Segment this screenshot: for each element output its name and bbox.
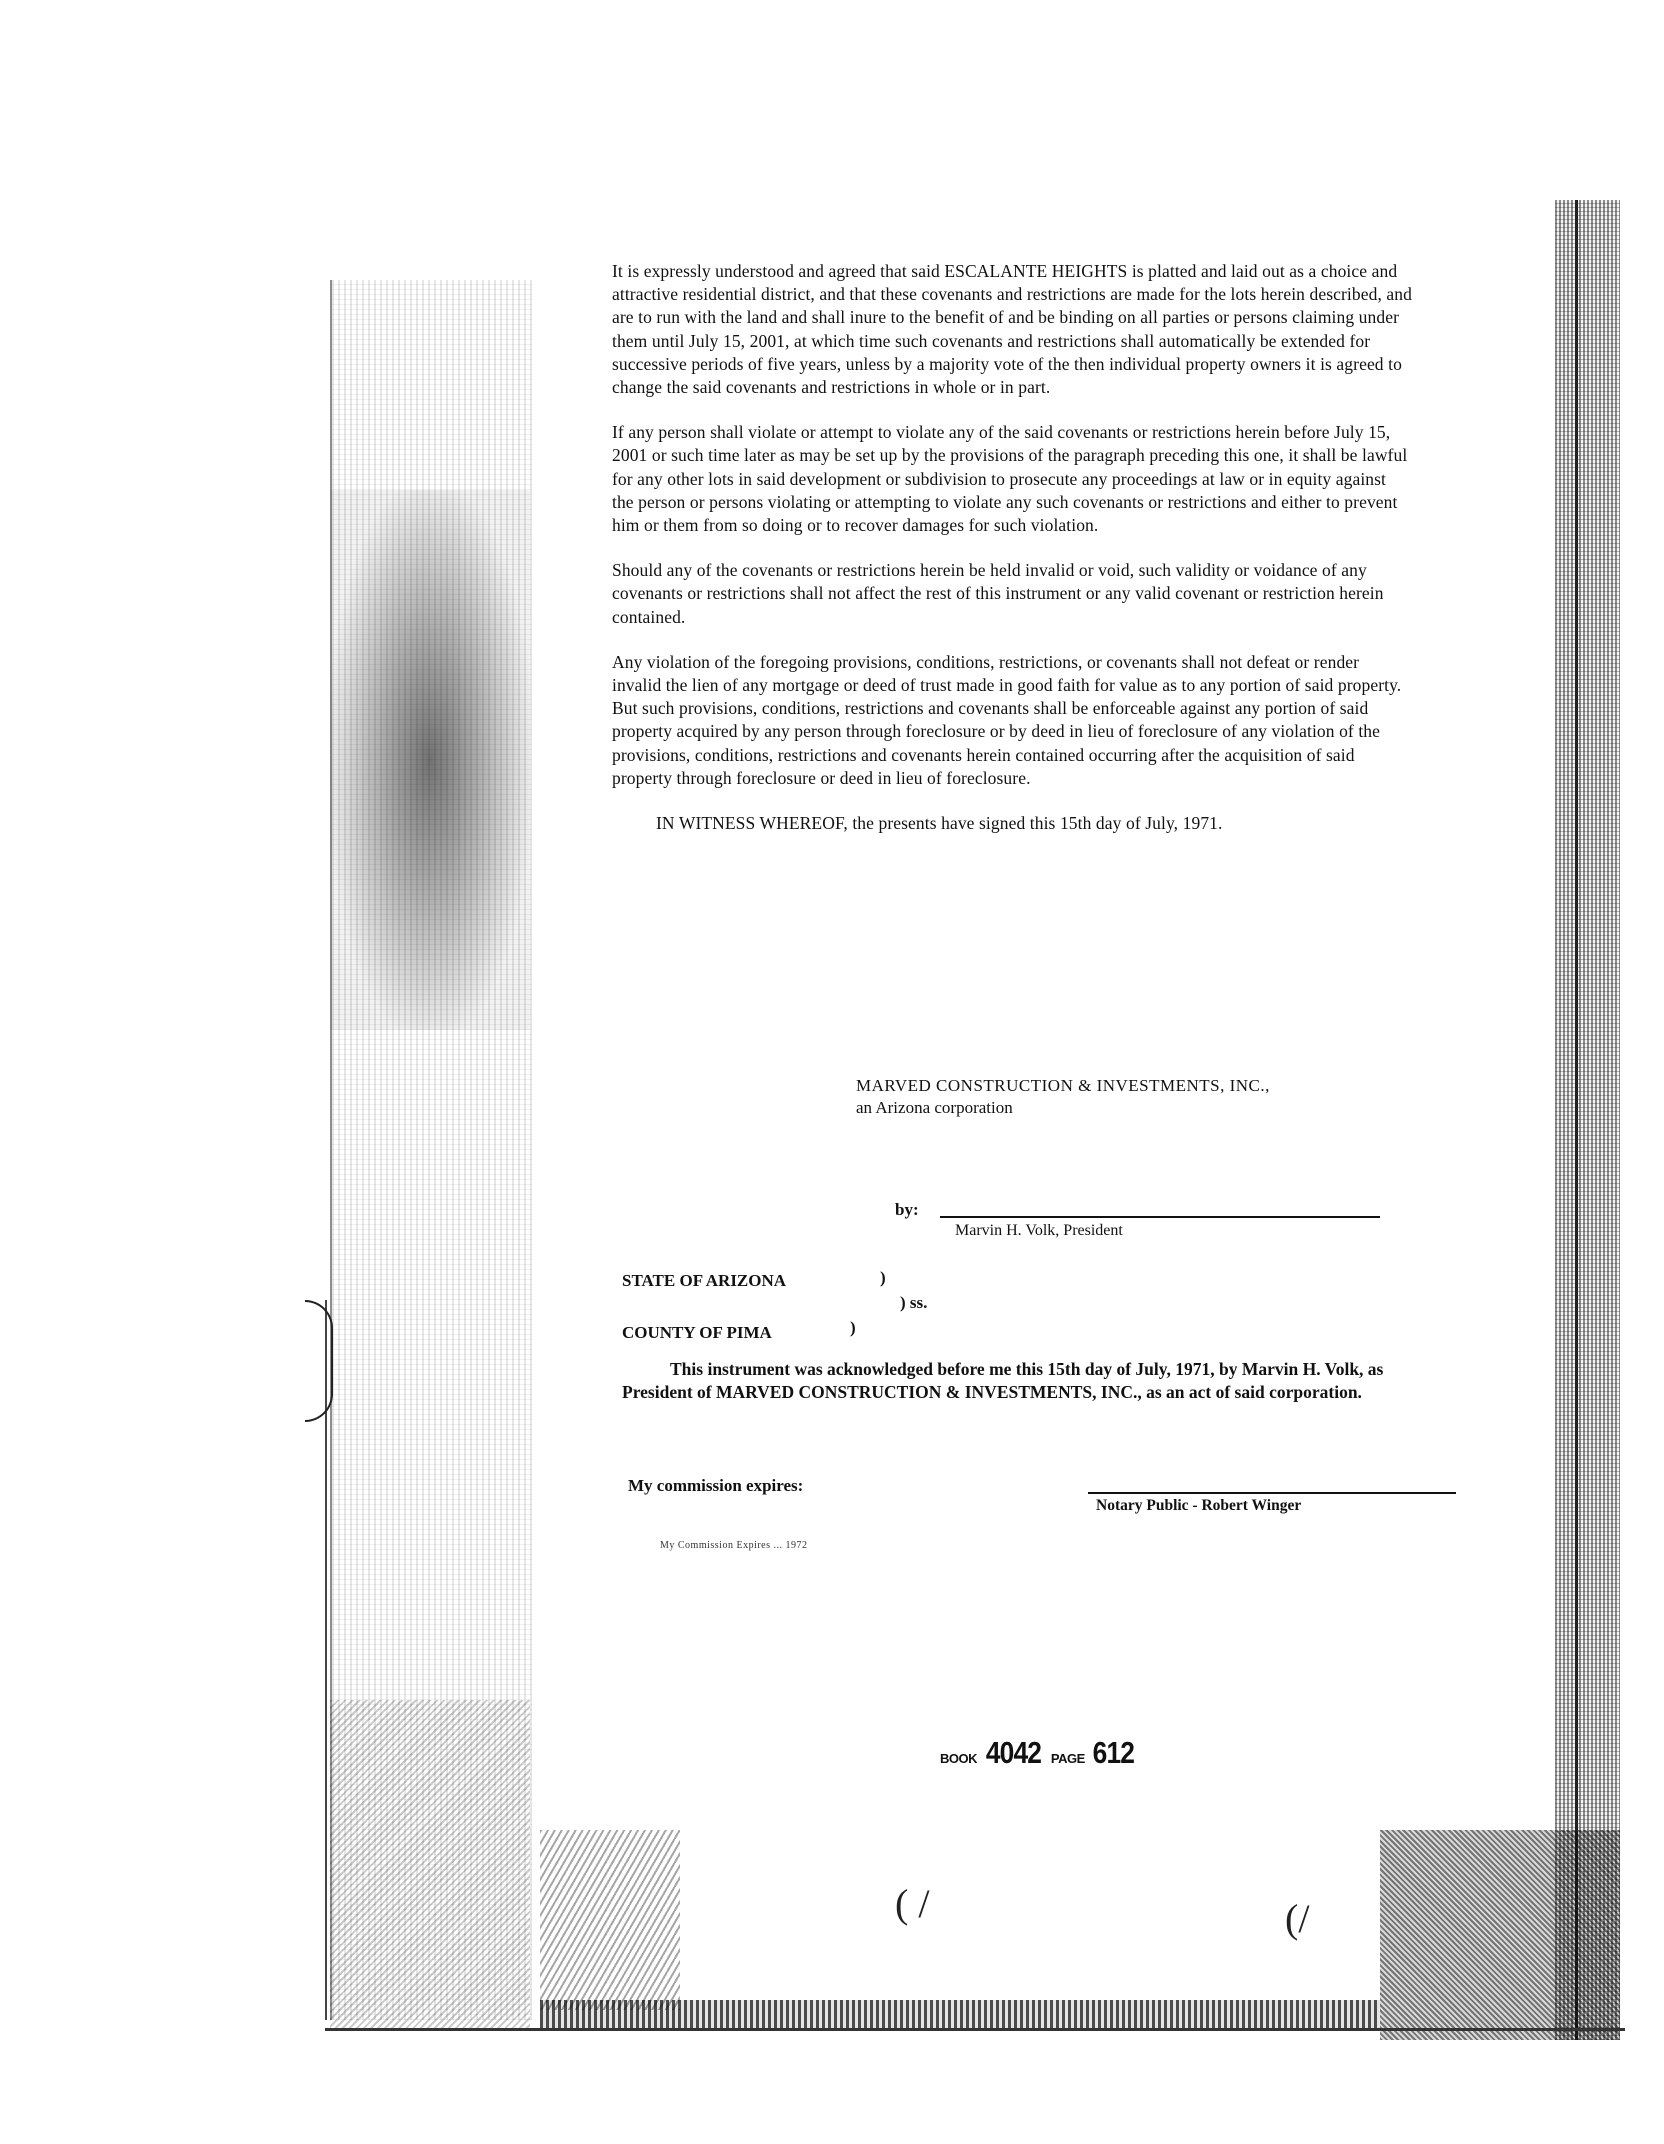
notary-name: Notary Public - Robert Winger xyxy=(1096,1497,1302,1514)
page-label: PAGE xyxy=(1050,1751,1085,1766)
venue-block xyxy=(622,1268,786,1346)
paragraph-mortgage: Any violation of the foregoing provisions, conditions, restrictions, or covenants shall not defeat or render invalid the lien of any mortgage or deed of trust made in good faith for value as to any portion of said property. But such provisions, conditions, restrictions and covenants shall be enforceable against any portion of said property acquired by any person through foreclosure or by deed in lieu of foreclosure of any violation of the provisions, conditions, restrictions and covenants herein contained occurring after the acquisition of said property through foreclosure or deed in lieu of foreclosure. xyxy=(612,651,1402,788)
commission-stamp: My Commission Expires ... 1972 xyxy=(660,1540,808,1551)
scan-brace-mark xyxy=(305,1300,333,1422)
scan-bottom-left-block xyxy=(540,1830,680,2010)
scan-mark-right: (/ xyxy=(1285,1896,1310,1941)
county-label: COUNTY OF PIMA xyxy=(622,1323,772,1342)
page-number: 612 xyxy=(1092,1735,1135,1770)
venue-paren-bottom: ) xyxy=(850,1318,856,1337)
scan-mark-left: ( / xyxy=(895,1881,930,1926)
scan-bottom-band xyxy=(540,2000,1380,2028)
ss-label: ) ss. xyxy=(900,1293,928,1312)
paragraph-term: It is expressly understood and agreed that said ESCALANTE HEIGHTS is platted and laid out as a choice and attractive residential district, and that these covenants and restrictions are made for the lots herein described, and are to run with the land and shall inure to the benefit of and be binding on all parties or persons claiming under them until July 15, 2001, at which time such covenants and restrictions shall automatically be extended for successive periods of five years, unless by a majority vote of the then individual property owners it is agreed to change the said covenants and restrictions in whole or in part. xyxy=(612,261,1412,398)
commission-label: My commission expires: xyxy=(628,1476,804,1495)
acknowledgment-text: This instrument was acknowledged before me this 15th day of July, 1971, by Marvin H. Volk, as President of MARVED CONSTRUCTION & INVESTMENTS, INC., as an act of said corporation. xyxy=(622,1359,1384,1402)
signature-line xyxy=(940,1216,1380,1218)
scan-left-shadow xyxy=(330,490,530,1030)
book-page-stamp xyxy=(940,1735,1138,1771)
venue-paren-top: ) xyxy=(880,1268,886,1287)
signer-name: Marvin H. Volk, President xyxy=(955,1222,1123,1239)
corporation-description: an Arizona corporation xyxy=(856,1098,1013,1117)
scan-right-strip xyxy=(1555,200,1620,2040)
book-number: 4042 xyxy=(986,1735,1042,1770)
scan-page-edge xyxy=(1575,200,1578,2040)
scan-left-bottom xyxy=(330,1700,530,2030)
corporation-block xyxy=(856,1075,1270,1119)
by-label: by: xyxy=(895,1200,919,1219)
paragraph-violation: If any person shall violate or attempt to violate any of the said covenants or restrictions herein before July 15, 2001 or such time later as may be set up by the provisions of the paragraph preceding this one, it shall be lawful for any other lots in said development or subdivision to prosecute any proceedings at law or in equity against the person or persons violating or attempting to violate any such covenants or restrictions and either to prevent him or them from so doing or to recover damages for such violation. xyxy=(612,422,1408,536)
corporation-name: MARVED CONSTRUCTION & INVESTMENTS, INC., xyxy=(856,1076,1270,1095)
scan-bottom-edge xyxy=(325,2028,1625,2031)
witness-clause: IN WITNESS WHEREOF, the presents have signed this 15th day of July, 1971. xyxy=(656,813,1223,834)
scan-bottom-right-block xyxy=(1380,1830,1620,2040)
notary-signature-line xyxy=(1088,1492,1456,1494)
book-label: BOOK xyxy=(940,1751,977,1766)
state-label: STATE OF ARIZONA xyxy=(622,1271,787,1290)
paragraph-severability: Should any of the covenants or restrictions herein be held invalid or void, such validity or voidance of any covenants or restrictions shall not affect the rest of this instrument or any valid covenant or restriction herein contained. xyxy=(612,560,1384,627)
document-body xyxy=(612,260,1412,839)
